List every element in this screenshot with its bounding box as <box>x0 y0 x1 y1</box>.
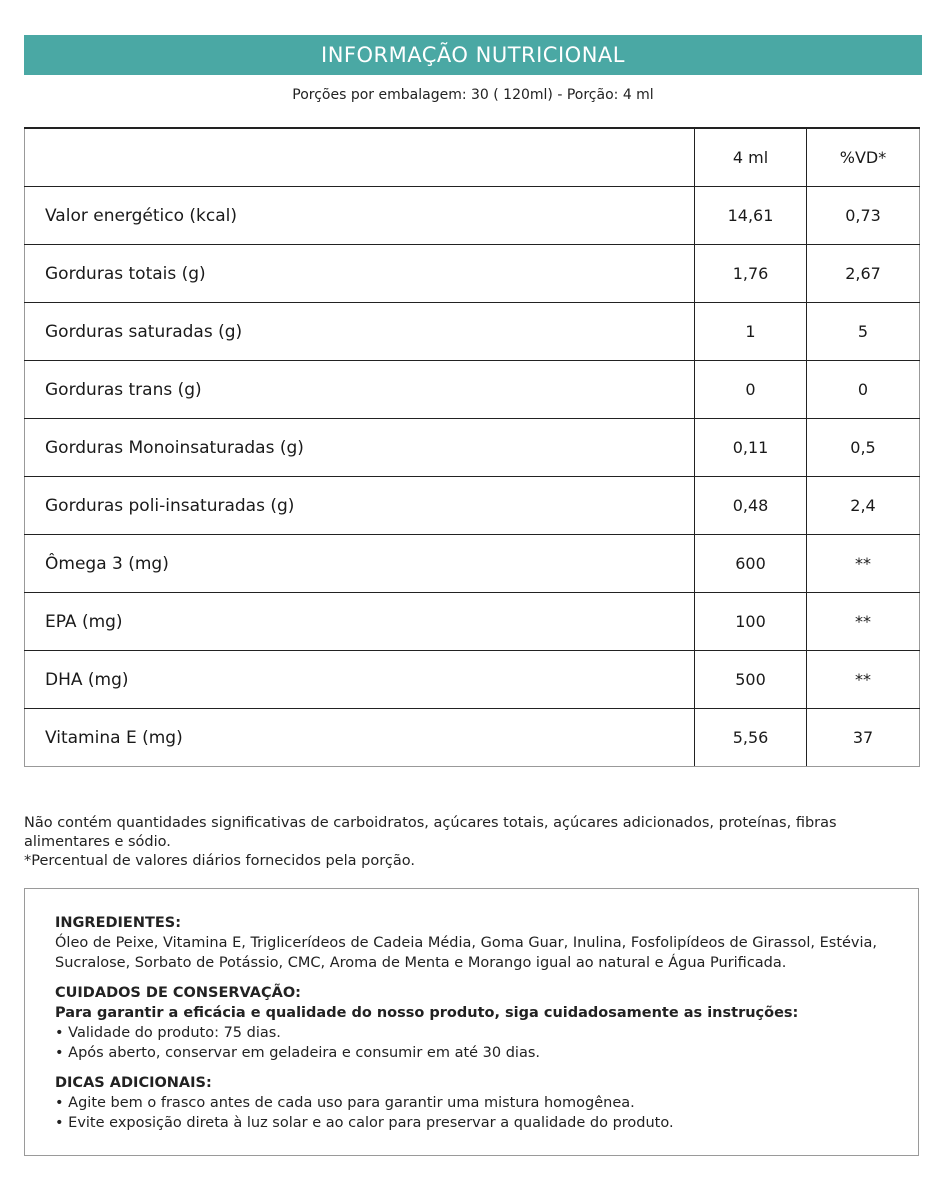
nutrient-vd: 37 <box>807 709 920 767</box>
table-row <box>25 709 920 767</box>
ingredients-heading: INGREDIENTES: <box>55 915 182 931</box>
page-title: INFORMAÇÃO NUTRICIONAL <box>321 43 625 67</box>
not-significant-note: Não contém quantidades significativas de carboidratos, açúcares totais, açúcares adicionados, proteínas, fibras alimentares e sódio. <box>24 815 837 850</box>
table-header-row <box>25 128 920 187</box>
nutrient-value: 5,56 <box>695 709 807 767</box>
nutrient-name: Vitamina E (mg) <box>25 709 695 767</box>
care-intro: Para garantir a eficácia e qualidade do nosso produto, siga cuidadosamente as instruções: <box>55 1005 799 1021</box>
table-row <box>25 535 920 593</box>
table-row <box>25 361 920 419</box>
nutrient-value: 1 <box>695 303 807 361</box>
table-row <box>25 419 920 477</box>
footnotes <box>24 814 904 871</box>
nutrient-name: Gorduras trans (g) <box>25 361 695 419</box>
nutrient-name: Gorduras Monoinsaturadas (g) <box>25 419 695 477</box>
nutrient-name: EPA (mg) <box>25 593 695 651</box>
daily-value-note: *Percentual de valores diários fornecidos pela porção. <box>24 853 415 869</box>
list-item: • Após aberto, conservar em geladeira e consumir em até 30 dias. <box>55 1045 541 1061</box>
nutrition-title-bar <box>24 35 922 75</box>
table-row <box>25 245 920 303</box>
nutrient-value: 0,11 <box>695 419 807 477</box>
ingredients-section <box>55 913 898 973</box>
nutrient-name: DHA (mg) <box>25 651 695 709</box>
nutrient-vd: ** <box>807 651 920 709</box>
nutrient-name: Ômega 3 (mg) <box>25 535 695 593</box>
table-row <box>25 477 920 535</box>
nutrient-value: 1,76 <box>695 245 807 303</box>
nutrition-table <box>24 127 920 767</box>
nutrient-vd: 0,73 <box>807 187 920 245</box>
nutrient-value: 600 <box>695 535 807 593</box>
column-header-vd: %VD* <box>807 128 920 187</box>
nutrient-vd: ** <box>807 593 920 651</box>
care-section <box>55 983 898 1063</box>
list-item: • Agite bem o frasco antes de cada uso para garantir uma mistura homogênea. <box>55 1095 635 1111</box>
nutrient-vd: 0 <box>807 361 920 419</box>
nutrient-vd: 2,4 <box>807 477 920 535</box>
nutrient-name: Gorduras totais (g) <box>25 245 695 303</box>
table-row <box>25 303 920 361</box>
list-item: • Validade do produto: 75 dias. <box>55 1025 281 1041</box>
nutrient-value: 14,61 <box>695 187 807 245</box>
nutrient-value: 0,48 <box>695 477 807 535</box>
nutrient-vd: 0,5 <box>807 419 920 477</box>
nutrient-value: 100 <box>695 593 807 651</box>
care-heading: CUIDADOS DE CONSERVAÇÃO: <box>55 985 301 1001</box>
column-header-portion: 4 ml <box>695 128 807 187</box>
nutrient-name: Gorduras poli-insaturadas (g) <box>25 477 695 535</box>
nutrient-value: 0 <box>695 361 807 419</box>
table-row <box>25 593 920 651</box>
tips-heading: DICAS ADICIONAIS: <box>55 1075 212 1091</box>
nutrient-vd: 2,67 <box>807 245 920 303</box>
nutrient-vd: 5 <box>807 303 920 361</box>
column-header-nutrient <box>25 128 695 187</box>
table-row <box>25 187 920 245</box>
serving-info: Porções por embalagem: 30 ( 120ml) - Porção: 4 ml <box>292 87 654 103</box>
table-row <box>25 651 920 709</box>
product-info-box <box>24 888 919 1156</box>
tips-section <box>55 1073 898 1133</box>
nutrient-vd: ** <box>807 535 920 593</box>
ingredients-text: Óleo de Peixe, Vitamina E, Triglicerídeos de Cadeia Média, Goma Guar, Inulina, Fosfolipídeos de Girassol, Estévia, Sucralose, Sorbato de Potássio, CMC, Aroma de Menta e Morango igual ao natural e Água Purificada. <box>55 935 878 971</box>
nutrient-value: 500 <box>695 651 807 709</box>
nutrient-name: Valor energético (kcal) <box>25 187 695 245</box>
list-item: • Evite exposição direta à luz solar e ao calor para preservar a qualidade do produto. <box>55 1115 674 1131</box>
nutrient-name: Gorduras saturadas (g) <box>25 303 695 361</box>
